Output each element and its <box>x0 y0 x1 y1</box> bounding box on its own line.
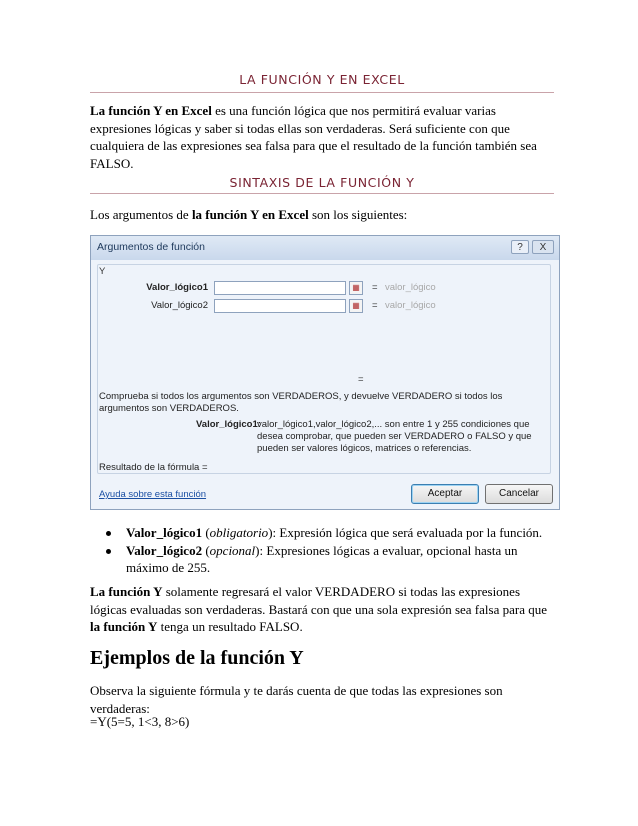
arg1-label: Valor_lógico1 <box>146 282 208 293</box>
args-intro-paragraph <box>90 206 560 224</box>
para-bold1: La función Y <box>90 584 163 599</box>
help-button[interactable]: ? <box>511 240 529 254</box>
section-heading-syntax: SINTAXIS DE LA FUNCIÓN Y <box>229 175 415 190</box>
bullet-icon <box>106 531 111 536</box>
arg2-input[interactable] <box>214 299 346 313</box>
bullet-qualifier: opcional <box>209 542 256 558</box>
arg1-equals: = <box>372 282 378 293</box>
arg-description: valor_lógico1,valor_lógico2,... son entre 1 y 255 condiciones que desea comprobar, que pueden ser VERDADERO o FALSO y que pueden ser valores lógicos, matrices o referencias. <box>257 419 532 454</box>
args-intro-text2: son los siguientes: <box>308 207 408 222</box>
group-label: Y <box>99 266 106 277</box>
function-description: Comprueba si todos los argumentos son VERDADEROS, y devuelve VERDADERO si todos los argumentos son VERDADEROS. <box>99 391 503 414</box>
bullet-text: : Expresión lógica que será evaluada por la función. <box>272 525 543 540</box>
bullet-qualifier: obligatorio <box>209 525 269 540</box>
close-button[interactable]: X <box>532 240 554 254</box>
cancel-button[interactable]: Cancelar <box>485 484 553 504</box>
arg1-range-picker-icon[interactable]: ▦ <box>349 281 363 295</box>
arg2-label: Valor_lógico2 <box>151 300 208 311</box>
example-intro: Observa la siguiente fórmula y te darás cuenta de que todas las expresiones son verdaderas: <box>90 683 503 716</box>
intro-bold: La función Y en Excel <box>90 103 212 118</box>
heading-divider <box>90 193 554 194</box>
function-arguments-dialog <box>90 235 560 510</box>
help-link[interactable]: Ayuda sobre esta función <box>99 489 207 500</box>
arg2-value: valor_lógico <box>385 300 436 311</box>
list-item: Valor_lógico1 (obligatorio): Expresión lógica que será evaluada por la función. <box>90 524 560 542</box>
heading-divider <box>90 92 554 93</box>
intro-paragraph <box>90 102 560 172</box>
examples-heading: Ejemplos de la función Y <box>90 647 304 669</box>
formula-result: Resultado de la fórmula = <box>99 462 208 473</box>
bullet-text: : Expresiones lógicas a evaluar, opcional hasta un máximo de 255. <box>126 542 518 575</box>
args-intro-bold: la función Y en Excel <box>191 207 309 222</box>
arg2-equals: = <box>372 300 378 311</box>
bullet-name: Valor_lógico2 <box>126 542 203 558</box>
list-item: Valor_lógico2 (opcional): Expresiones lógicas a evaluar, opcional hasta un máximo de 255. <box>90 542 560 577</box>
para-bold2: la función Y <box>90 619 158 634</box>
bullet-icon <box>106 549 111 554</box>
arg-description-label: Valor_lógico1: <box>196 419 261 430</box>
arg1-value: valor_lógico <box>385 282 436 293</box>
arguments-list <box>90 524 560 577</box>
result-equals: = <box>358 374 364 385</box>
intro-text: es una función lógica que nos permitirá evaluar varias expresiones lógicas y saber si todas ellas son verdaderas. Será suficiente con que cualquiera de las expresiones sea falsa para que el resultado de la función también sea FALSO. <box>90 103 537 171</box>
dialog-title: Argumentos de función <box>97 241 205 253</box>
true-result-paragraph <box>90 583 560 636</box>
args-intro-text1: Los argumentos de <box>90 207 192 222</box>
para-text1: solamente regresará el valor VERDADERO si todas las expresiones lógicas evaluadas son verdaderas. Bastará con que una sola expresión sea falsa para que <box>90 584 547 617</box>
bullet-name: Valor_lógico1 <box>126 525 203 540</box>
example-formula: =Y(5=5, 1<3, 8>6) <box>90 714 190 729</box>
dialog-titlebar <box>91 236 559 260</box>
arg2-range-picker-icon[interactable]: ▦ <box>349 299 363 313</box>
section-heading-main: LA FUNCIÓN Y EN EXCEL <box>239 72 405 87</box>
para-text2: tenga un resultado FALSO. <box>157 619 303 634</box>
arg1-input[interactable] <box>214 281 346 295</box>
accept-button[interactable]: Aceptar <box>411 484 479 504</box>
